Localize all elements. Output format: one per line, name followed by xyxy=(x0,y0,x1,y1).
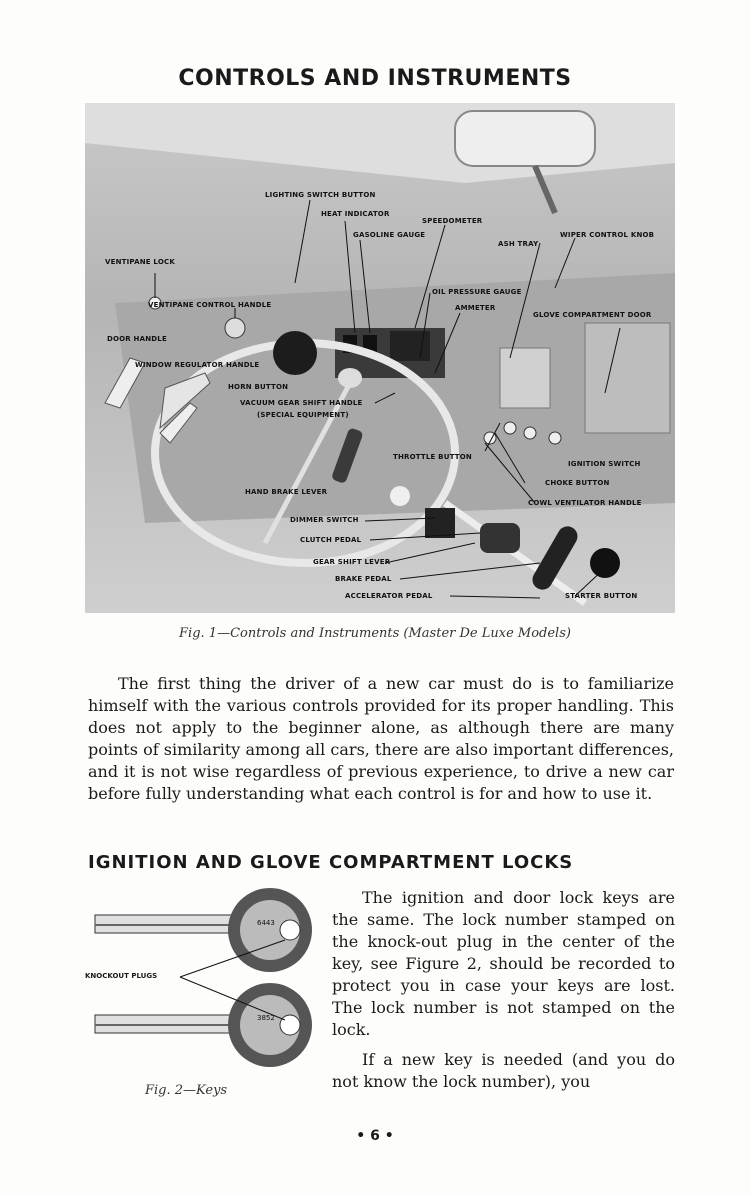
label-gear-shift-lever: GEAR SHIFT LEVER xyxy=(313,558,391,566)
label-hand-brake-lever: HAND BRAKE LEVER xyxy=(245,488,328,496)
intro-paragraph xyxy=(88,673,674,805)
key1-number: 6443 xyxy=(257,919,275,927)
label-wiper-control-knob: WIPER CONTROL KNOB xyxy=(560,231,655,239)
label-special-equipment: (SPECIAL EQUIPMENT) xyxy=(257,411,349,419)
dashboard-illustration xyxy=(85,103,675,613)
label-glove-compartment-door: GLOVE COMPARTMENT DOOR xyxy=(533,311,652,319)
label-gasoline-gauge: GASOLINE GAUGE xyxy=(353,231,426,239)
glove-compartment xyxy=(585,323,670,433)
key1-plug xyxy=(280,920,300,940)
dimmer-switch xyxy=(425,508,455,538)
clutch-pedal xyxy=(480,523,520,553)
rear-view-mirror xyxy=(455,111,595,166)
keys-illustration xyxy=(85,885,315,1080)
section-heading: IGNITION AND GLOVE COMPARTMENT LOCKS xyxy=(88,852,574,873)
figure2-caption: Fig. 2—Keys xyxy=(145,1083,228,1098)
label-ignition-switch: IGNITION SWITCH xyxy=(568,460,641,468)
label-starter-button: STARTER BUTTON xyxy=(565,592,638,600)
label-brake-pedal: BRAKE PEDAL xyxy=(335,575,392,583)
starter-button xyxy=(590,548,620,578)
label-door-handle: DOOR HANDLE xyxy=(107,335,167,343)
door-knob xyxy=(273,331,317,375)
label-ammeter: AMMETER xyxy=(455,304,496,312)
paragraph-lock-number: The ignition and door lock keys are the same. The lock number stamped on the knock-out plug in the center of the key, see Figure 2, should be recorded to protect you in case your keys are lost. The lock number is not stamped on the lock. xyxy=(332,888,675,1039)
controls-figure xyxy=(85,103,675,613)
intro-text: The first thing the driver of a new car must do is to familiarize himself with the various controls provided for its proper handling. This does not apply to the beginner alone, as although there are many points of similarity among all cars, there are also important differences, and it is not wise regardless of previous experience, to drive a new car before fully understanding what each control is for and how to use it. xyxy=(88,674,674,803)
label-throttle-button: THROTTLE BUTTON xyxy=(393,453,472,461)
label-choke-button: CHOKE BUTTON xyxy=(545,479,610,487)
paragraph-new-key: If a new key is needed (and you do not know the lock number), you xyxy=(332,1050,675,1091)
page-number: • 6 • xyxy=(356,1128,394,1144)
label-heat-indicator: HEAT INDICATOR xyxy=(321,210,390,218)
label-clutch-pedal: CLUTCH PEDAL xyxy=(300,536,362,544)
key2-number: 3852 xyxy=(257,1014,275,1022)
key2-plug xyxy=(280,1015,300,1035)
figure1-caption: Fig. 1—Controls and Instruments (Master De Luxe Models) xyxy=(179,626,571,641)
label-knockout-plugs: KNOCKOUT PLUGS xyxy=(85,972,158,980)
label-dimmer-switch: DIMMER SWITCH xyxy=(290,516,359,524)
label-cowl-ventilator-handle: COWL VENTILATOR HANDLE xyxy=(528,499,642,507)
label-ventipane-lock: VENTIPANE LOCK xyxy=(105,258,175,266)
label-horn-button: HORN BUTTON xyxy=(228,383,289,391)
throttle-knob xyxy=(390,486,410,506)
keys-figure xyxy=(85,885,315,1080)
label-ventipane-control-handle: VENTIPANE CONTROL HANDLE xyxy=(148,301,272,309)
label-speedometer: SPEEDOMETER xyxy=(422,217,483,225)
page-title: CONTROLS AND INSTRUMENTS xyxy=(178,66,572,91)
label-window-regulator-handle: WINDOW REGULATOR HANDLE xyxy=(135,361,260,369)
ash-tray-grille xyxy=(500,348,550,408)
speedometer-dial xyxy=(390,331,430,361)
ignition-locks-text xyxy=(332,887,675,1101)
label-accelerator-pedal: ACCELERATOR PEDAL xyxy=(345,592,433,600)
label-ash-tray: ASH TRAY xyxy=(498,240,539,248)
label-oil-pressure-gauge: OIL PRESSURE GAUGE xyxy=(432,288,522,296)
label-lighting-switch-button: LIGHTING SWITCH BUTTON xyxy=(265,191,376,199)
label-vacuum-gear-shift-handle: VACUUM GEAR SHIFT HANDLE xyxy=(240,399,363,407)
